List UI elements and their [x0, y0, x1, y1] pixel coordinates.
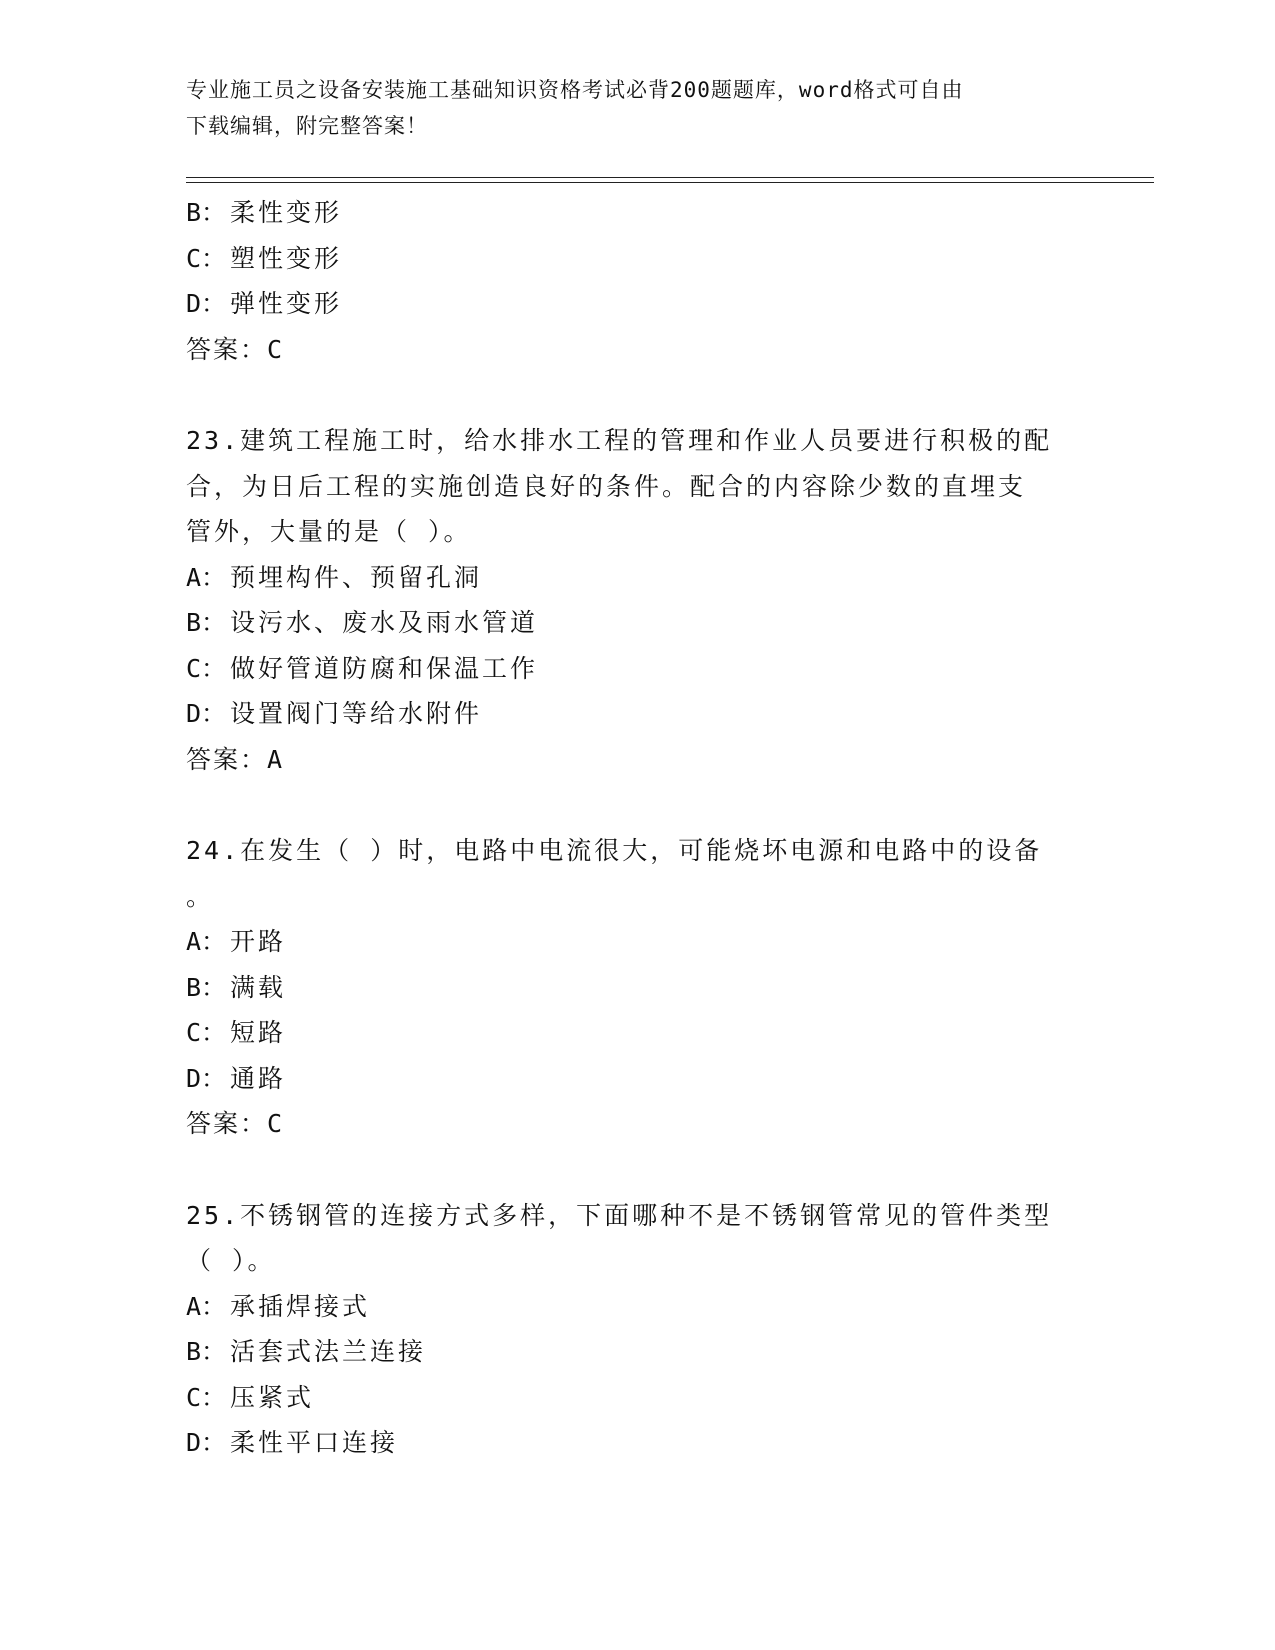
- option-text: 满载: [230, 972, 287, 1002]
- option-key: A：: [186, 1291, 227, 1321]
- option-row: [186, 281, 1086, 327]
- answer-line: 答案：C: [186, 1109, 285, 1138]
- option-key: A：: [186, 562, 227, 592]
- option-row: [186, 691, 1086, 737]
- header-divider-bottom: [186, 182, 1154, 183]
- option-row: [186, 1375, 1086, 1421]
- option-key: D：: [186, 1428, 227, 1457]
- document-body: [186, 190, 1086, 1466]
- option-key: C：: [186, 653, 227, 683]
- question-23: [186, 418, 1086, 782]
- option-text: 做好管道防腐和保温工作: [230, 653, 539, 683]
- option-key: C：: [186, 1382, 227, 1412]
- question-text-line: 。: [186, 881, 215, 911]
- option-text: 活套式法兰连接: [230, 1337, 427, 1366]
- option-key: C：: [186, 243, 227, 273]
- option-text: 承插焊接式: [230, 1291, 371, 1321]
- option-key: C：: [186, 1018, 227, 1047]
- option-text: 柔性平口连接: [230, 1428, 399, 1457]
- header-line-2: 下载编辑，附完整答案！: [186, 114, 428, 138]
- option-row: [186, 236, 1086, 282]
- question-text-line: 24.在发生（ ）时，电路中电流很大，可能烧坏电源和电路中的设备: [186, 836, 1043, 865]
- question-text-line: 管外，大量的是（ ）。: [186, 517, 472, 546]
- option-text: 通路: [230, 1063, 287, 1093]
- option-text: 柔性变形: [230, 198, 343, 227]
- option-text: 塑性变形: [230, 243, 343, 273]
- option-key: B：: [186, 608, 227, 637]
- option-row: [186, 646, 1086, 692]
- option-key: B：: [186, 1337, 227, 1366]
- question-24: [186, 828, 1086, 1147]
- question-22-continued: [186, 190, 1086, 372]
- document-header: [186, 72, 1086, 144]
- option-key: B：: [186, 198, 227, 227]
- option-row: [186, 1329, 1086, 1375]
- option-row: [186, 919, 1086, 965]
- option-text: 预埋构件、预留孔洞: [230, 562, 483, 592]
- option-text: 压紧式: [230, 1382, 315, 1412]
- question-text-line: 合，为日后工程的实施创造良好的条件。配合的内容除少数的直埋支: [186, 471, 1027, 501]
- option-row: [186, 555, 1086, 601]
- option-key: D：: [186, 289, 227, 318]
- option-row: [186, 1420, 1086, 1466]
- option-key: D：: [186, 699, 227, 728]
- question-text-line: （ ）。: [186, 1246, 276, 1275]
- question-text-line: 23.建筑工程施工时，给水排水工程的管理和作业人员要进行积极的配: [186, 426, 1053, 455]
- option-key: A：: [186, 927, 227, 956]
- option-row: [186, 1284, 1086, 1330]
- option-row: [186, 1010, 1086, 1056]
- option-key: B：: [186, 972, 227, 1002]
- option-key: D：: [186, 1063, 227, 1093]
- option-row: [186, 1056, 1086, 1102]
- option-text: 短路: [230, 1018, 287, 1047]
- option-text: 开路: [230, 927, 287, 956]
- answer-line: 答案：C: [186, 334, 285, 364]
- question-text-line: 25.不锈钢管的连接方式多样，下面哪种不是不锈钢管常见的管件类型: [186, 1200, 1053, 1230]
- option-text: 弹性变形: [230, 289, 343, 318]
- header-divider-top: [186, 177, 1154, 178]
- option-text: 设污水、废水及雨水管道: [230, 608, 539, 637]
- option-row: [186, 965, 1086, 1011]
- option-row: [186, 190, 1086, 236]
- option-text: 设置阀门等给水附件: [230, 699, 483, 728]
- question-25: [186, 1193, 1086, 1466]
- answer-line: 答案：A: [186, 744, 285, 774]
- option-row: [186, 600, 1086, 646]
- header-line-1: 专业施工员之设备安装施工基础知识资格考试必背200题题库，word格式可自由: [186, 78, 964, 102]
